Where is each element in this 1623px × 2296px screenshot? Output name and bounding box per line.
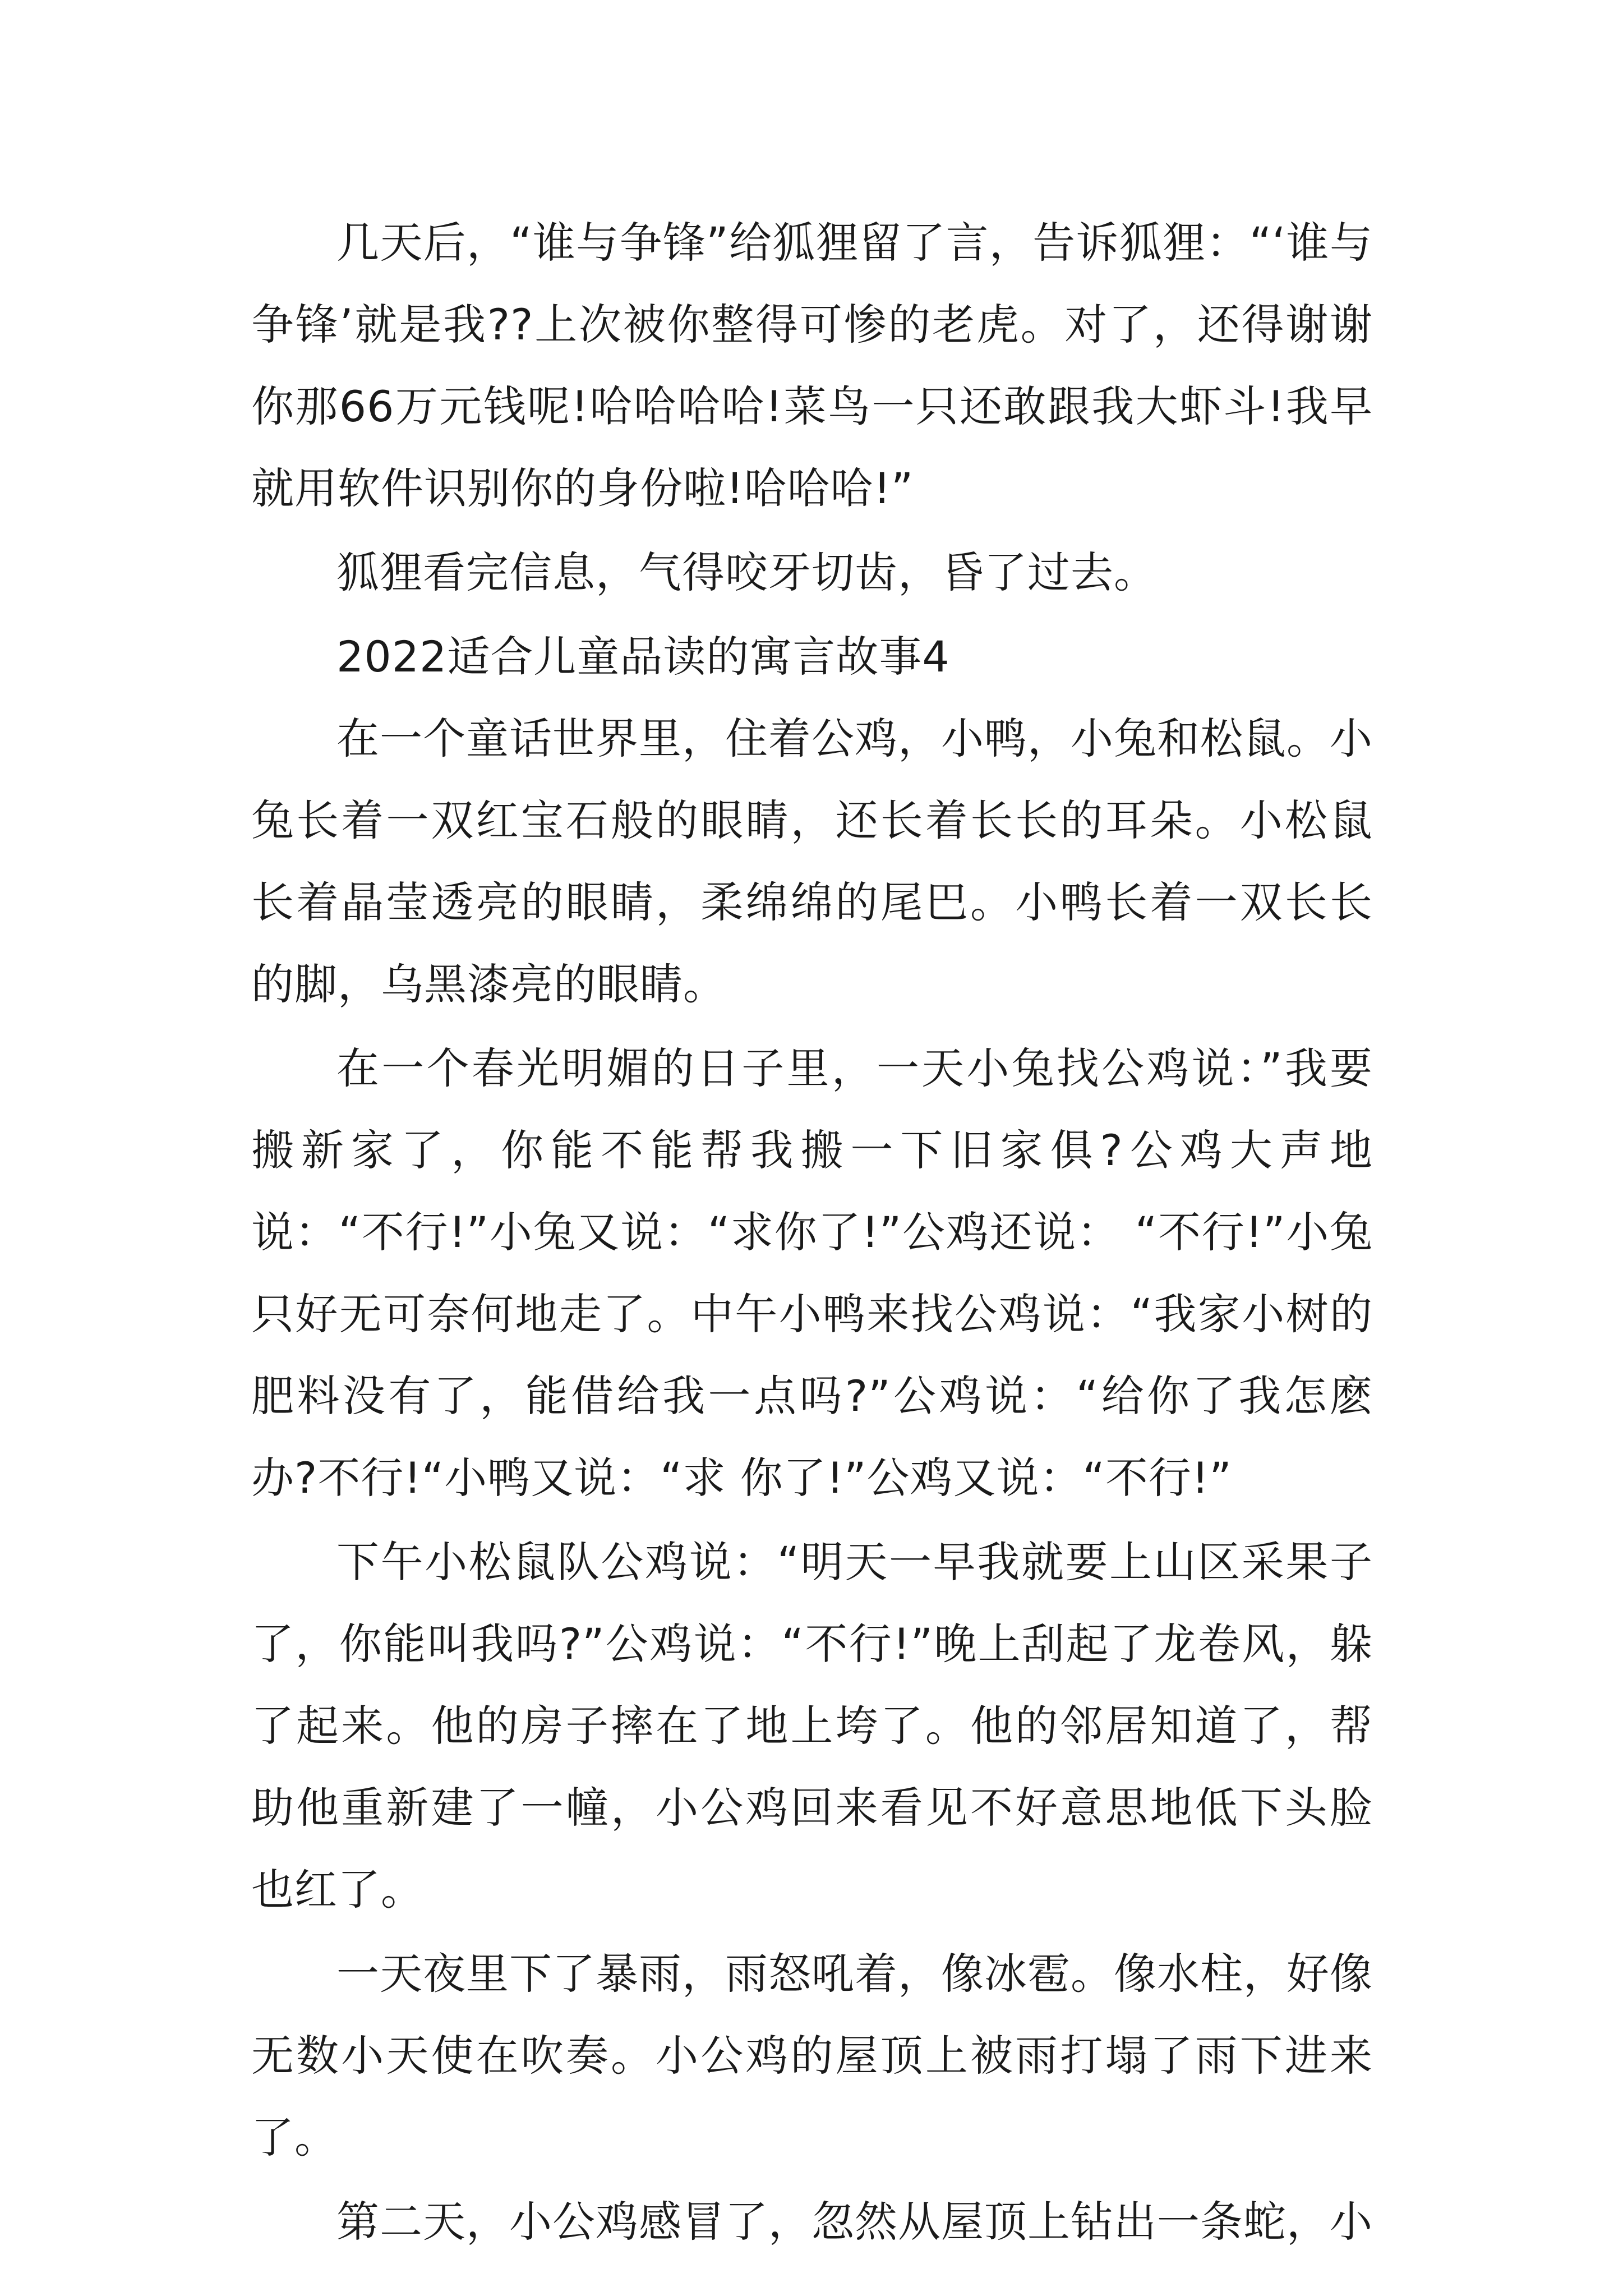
paragraph-characters: 在一个童话世界里，住着公鸡，小鸭，小兔和松鼠。小兔长着一双红宝石般的眼睛，还长着长长的耳朵。小松鼠长着晶莹透亮的眼睛，柔绵绵的尾巴。小鸭长着一双长长的脚，乌黑漆亮的眼睛。 (251, 714, 1373, 1009)
paragraph-fox-faints: 狐狸看完信息，气得咬牙切齿，昏了过去。 (336, 547, 1157, 597)
paragraph-rooster-refuses: 在一个春光明媚的日子里，一天小兔找公鸡说：”我要搬新家了，你能不能帮我搬一下旧家俱?公鸡大声地说：“不行!”小兔又说：“求你了!”公鸡还说： “不行!”小兔只好无可奈何地走了。中午小鸭来找公鸡说：“我家小树的肥料没有了，能借给我一点吗?”公鸡说：“给你了我怎麽办?不行!“小鸭又说：“求 你了!”公鸡又说：“不行!” (251, 1043, 1373, 1503)
paragraph-tornado: 下午小松鼠队公鸡说：“明天一早我就要上山区采果子了，你能叫我吗?”公鸡说：“不行!”晚上刮起了龙卷风，躲了起来。他的房子摔在了地上垮了。他的邻居知道了，帮助他重新建了一幢，小公鸡回来看见不好意思地低下头脸也红了。 (251, 1537, 1373, 1915)
paragraph-rainstorm: 一天夜里下了暴雨，雨怒吼着，像冰雹。像水柱，好像无数小天使在吹奏。小公鸡的屋顶上被雨打塌了雨下进来了。 (251, 1949, 1373, 2162)
document-body (251, 202, 1373, 2265)
paragraph-second-day: 第二天，小公鸡感冒了，忽然从屋顶上钻出一条蛇，小 (336, 2197, 1373, 2247)
paragraph-tiger-message: 几天后，“谁与争锋”给狐狸留了言，告诉狐狸：“‘谁与争锋’就是我??上次被你整得可惨的老虎。对了，还得谢谢你那66万元钱呢!哈哈哈哈!菜鸟一只还敢跟我大虾斗!我早就用软件识别你的身份啦!哈哈哈!” (251, 218, 1373, 513)
story-heading: 2022适合儿童品读的寓言故事4 (336, 632, 950, 682)
